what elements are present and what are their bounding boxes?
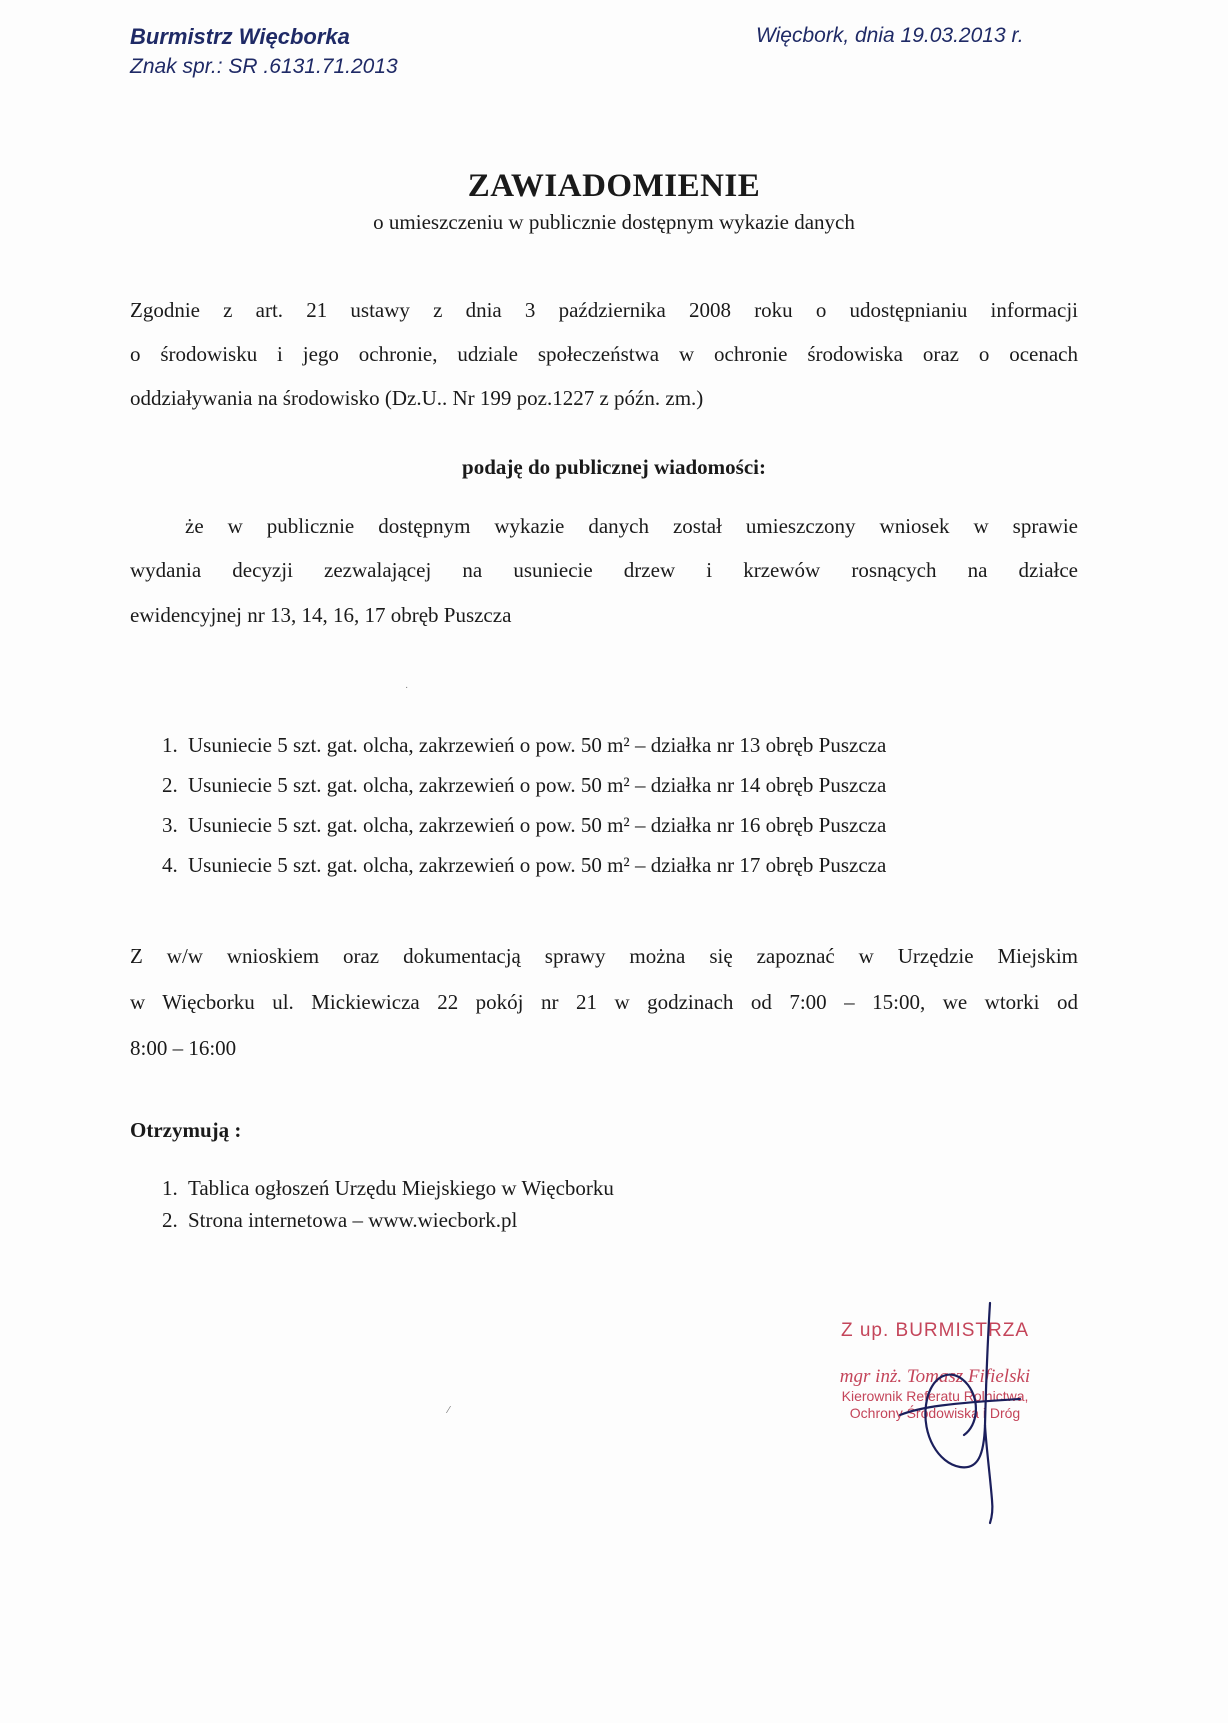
stamp-official-name: mgr inż. Tomasz Fifielski xyxy=(839,1366,1031,1387)
item-text: Usuniecie 5 szt. gat. olcha, zakrzewień o pow. 50 m² – działka nr 14 obręb Puszcza xyxy=(188,773,887,797)
list-item xyxy=(162,805,886,845)
list-item xyxy=(162,1204,614,1236)
item-number: 1. xyxy=(162,1176,178,1200)
removal-items-list xyxy=(162,725,886,885)
info-line: 8:00 – 16:00 xyxy=(130,1036,237,1060)
announcement-heading: podaję do publicznej wiadomości: xyxy=(462,455,766,479)
recipients-heading: Otrzymują : xyxy=(130,1118,242,1142)
issuing-authority: Burmistrz Więcborka xyxy=(130,24,350,49)
info-line: w Więcborku ul. Mickiewicza 22 pokój nr 21 w godzinach od 7:00 – 15:00, we wtorki od xyxy=(130,990,1078,1014)
legal-basis-line: oddziaływania na środowisko (Dz.U.. Nr 199 poz.1227 z późn. zm.) xyxy=(130,386,704,410)
info-line: Z w/w wnioskiem oraz dokumentacją sprawy można się zapoznać w Urzędzie Miejskim xyxy=(130,944,1078,968)
statement-line: że w publicznie dostępnym wykazie danych został umieszczony wniosek w sprawie xyxy=(185,514,1078,538)
item-text: Usuniecie 5 szt. gat. olcha, zakrzewień o pow. 50 m² – działka nr 13 obręb Puszcza xyxy=(188,733,887,757)
scan-speck: · xyxy=(405,682,409,693)
legal-basis-line: Zgodnie z art. 21 ustawy z dnia 3 października 2008 roku o udostępnianiu informacji xyxy=(130,298,1078,322)
authorization-stamp xyxy=(790,1318,1080,1422)
item-number: 4. xyxy=(162,853,178,877)
list-item xyxy=(162,1172,614,1204)
legal-basis-line: o środowisku i jego ochronie, udziale społeczeństwa w ochronie środowiska oraz o ocenach xyxy=(130,342,1078,366)
list-item xyxy=(162,725,886,765)
recipients-list xyxy=(162,1172,614,1236)
item-number: 2. xyxy=(162,773,178,797)
item-text: Tablica ogłoszeń Urzędu Miejskiego w Więcborku xyxy=(188,1176,614,1200)
stamp-authorization-line: Z up. BURMISTRZA xyxy=(840,1320,1030,1341)
list-item xyxy=(162,765,886,805)
document-subtitle: o umieszczeniu w publicznie dostępnym wykazie danych xyxy=(373,210,855,234)
item-text: Strona internetowa – www.wiecbork.pl xyxy=(188,1208,518,1232)
case-reference: Znak spr.: SR .6131.71.2013 xyxy=(130,55,398,78)
document-title: ZAWIADOMIENIE xyxy=(467,168,761,204)
item-text: Usuniecie 5 szt. gat. olcha, zakrzewień o pow. 50 m² – działka nr 16 obręb Puszcza xyxy=(188,813,887,837)
item-text: Usuniecie 5 szt. gat. olcha, zakrzewień o pow. 50 m² – działka nr 17 obręb Puszcza xyxy=(188,853,887,877)
list-item xyxy=(162,845,886,885)
scan-speck: ⁄ xyxy=(448,1405,450,1416)
statement-line: wydania decyzji zezwalającej na usuniecie drzew i krzewów rosnących na działce xyxy=(130,558,1078,582)
place-and-date: Więcbork, dnia 19.03.2013 r. xyxy=(756,24,1024,47)
stamp-role-line: Kierownik Referatu Rolnictwa, xyxy=(841,1388,1029,1404)
item-number: 3. xyxy=(162,813,178,837)
stamp-role-line: Ochrony Środowiska i Dróg xyxy=(849,1405,1021,1421)
statement-line: ewidencyjnej nr 13, 14, 16, 17 obręb Puszcza xyxy=(130,603,512,627)
item-number: 1. xyxy=(162,733,178,757)
item-number: 2. xyxy=(162,1208,178,1232)
